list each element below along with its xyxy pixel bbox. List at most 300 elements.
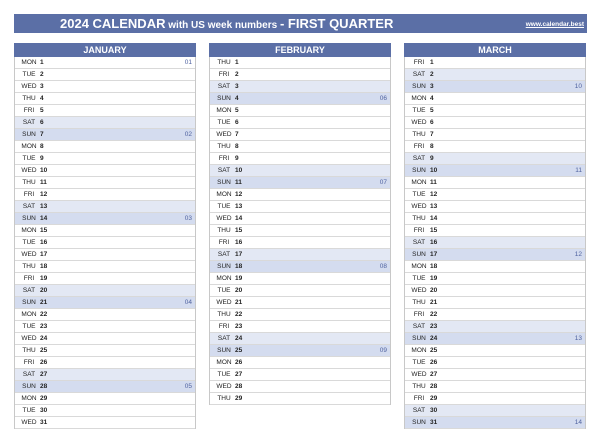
week-number: 11 xyxy=(575,167,582,174)
day-of-week: MON xyxy=(411,347,427,354)
day-number: 4 xyxy=(235,95,239,102)
day-row xyxy=(405,237,585,249)
day-row xyxy=(15,381,195,393)
day-row xyxy=(405,105,585,117)
day-of-week: THU xyxy=(412,215,426,222)
day-row xyxy=(405,369,585,381)
day-row xyxy=(210,57,390,69)
day-of-week: MON xyxy=(216,191,232,198)
week-number: 05 xyxy=(184,383,192,390)
day-of-week: MON xyxy=(411,95,427,102)
day-number: 11 xyxy=(430,179,437,186)
day-row xyxy=(15,201,195,213)
day-of-week: SAT xyxy=(412,407,426,414)
day-of-week: WED xyxy=(216,299,232,306)
day-of-week: FRI xyxy=(413,227,425,234)
day-of-week: SAT xyxy=(22,371,36,378)
day-number: 18 xyxy=(430,263,438,270)
day-list xyxy=(209,57,391,405)
day-number: 12 xyxy=(40,191,48,198)
day-of-week: FRI xyxy=(23,275,35,282)
month-february xyxy=(209,43,391,405)
day-row xyxy=(405,201,585,213)
day-number: 5 xyxy=(40,107,44,114)
day-row xyxy=(210,117,390,129)
day-of-week: FRI xyxy=(218,155,230,162)
day-of-week: THU xyxy=(22,95,36,102)
week-number: 06 xyxy=(379,95,387,102)
day-number: 15 xyxy=(235,227,243,234)
day-number: 29 xyxy=(430,395,438,402)
day-of-week: SUN xyxy=(217,95,231,102)
day-of-week: SAT xyxy=(22,287,36,294)
day-number: 28 xyxy=(235,383,243,390)
day-row xyxy=(15,213,195,225)
day-number: 18 xyxy=(235,263,243,270)
day-row xyxy=(405,117,585,129)
day-of-week: MON xyxy=(216,359,232,366)
day-number: 19 xyxy=(430,275,438,282)
day-row xyxy=(15,273,195,285)
day-row xyxy=(210,321,390,333)
day-row xyxy=(15,225,195,237)
day-row xyxy=(210,201,390,213)
day-number: 17 xyxy=(430,251,438,258)
day-of-week: THU xyxy=(22,263,36,270)
day-number: 24 xyxy=(40,335,48,342)
day-row xyxy=(15,369,195,381)
day-of-week: WED xyxy=(216,131,232,138)
day-row xyxy=(210,393,390,405)
day-of-week: SUN xyxy=(217,263,231,270)
day-of-week: TUE xyxy=(22,407,36,414)
day-row xyxy=(15,57,195,69)
day-row xyxy=(15,345,195,357)
day-of-week: SUN xyxy=(22,215,36,222)
day-number: 7 xyxy=(235,131,239,138)
day-of-week: TUE xyxy=(217,287,231,294)
day-number: 16 xyxy=(40,239,48,246)
day-of-week: MON xyxy=(21,59,37,66)
day-of-week: WED xyxy=(21,167,37,174)
day-row xyxy=(15,309,195,321)
day-of-week: TUE xyxy=(412,275,426,282)
day-number: 8 xyxy=(235,143,239,150)
day-row xyxy=(405,309,585,321)
day-of-week: MON xyxy=(21,395,37,402)
day-number: 30 xyxy=(40,407,48,414)
day-of-week: SUN xyxy=(22,131,36,138)
day-number: 26 xyxy=(430,359,438,366)
day-row xyxy=(210,129,390,141)
week-number: 13 xyxy=(574,335,582,342)
day-of-week: WED xyxy=(21,251,37,258)
day-row xyxy=(15,117,195,129)
day-of-week: MON xyxy=(21,227,37,234)
day-of-week: WED xyxy=(411,287,427,294)
day-number: 29 xyxy=(235,395,243,402)
day-number: 28 xyxy=(40,383,48,390)
day-row xyxy=(405,393,585,405)
title-year: 2024 CALENDAR xyxy=(60,16,166,31)
day-row xyxy=(210,285,390,297)
day-row xyxy=(405,93,585,105)
day-number: 21 xyxy=(430,299,438,306)
day-number: 22 xyxy=(235,311,243,318)
day-of-week: TUE xyxy=(217,203,231,210)
day-of-week: THU xyxy=(412,299,426,306)
day-of-week: THU xyxy=(217,227,231,234)
day-number: 27 xyxy=(235,371,243,378)
day-of-week: THU xyxy=(217,59,231,66)
day-row xyxy=(405,249,585,261)
day-number: 23 xyxy=(430,323,438,330)
day-of-week: THU xyxy=(217,395,231,402)
day-row xyxy=(15,93,195,105)
day-of-week: THU xyxy=(412,131,426,138)
day-number: 2 xyxy=(40,71,44,78)
week-number: 12 xyxy=(574,251,582,258)
day-row xyxy=(210,369,390,381)
day-row xyxy=(15,297,195,309)
day-row xyxy=(15,177,195,189)
day-number: 23 xyxy=(235,323,243,330)
day-row xyxy=(210,225,390,237)
day-number: 15 xyxy=(430,227,438,234)
day-row xyxy=(210,153,390,165)
day-number: 28 xyxy=(430,383,438,390)
day-row xyxy=(210,213,390,225)
day-of-week: SAT xyxy=(22,119,36,126)
day-of-week: TUE xyxy=(217,371,231,378)
day-of-week: SAT xyxy=(22,203,36,210)
day-number: 26 xyxy=(235,359,243,366)
day-row xyxy=(15,333,195,345)
day-of-week: FRI xyxy=(413,143,425,150)
day-number: 18 xyxy=(40,263,48,270)
day-list xyxy=(14,57,196,429)
day-of-week: MON xyxy=(21,143,37,150)
day-number: 16 xyxy=(430,239,438,246)
day-number: 20 xyxy=(430,287,438,294)
day-number: 2 xyxy=(430,71,434,78)
day-row xyxy=(15,285,195,297)
day-number: 31 xyxy=(430,419,438,426)
day-number: 5 xyxy=(235,107,239,114)
month-header: FEBRUARY xyxy=(209,43,391,57)
day-of-week: WED xyxy=(411,203,427,210)
day-number: 6 xyxy=(235,119,239,126)
day-number: 2 xyxy=(235,71,239,78)
day-number: 13 xyxy=(430,203,438,210)
week-number: 14 xyxy=(574,419,582,426)
day-of-week: SUN xyxy=(217,179,231,186)
day-row xyxy=(210,177,390,189)
day-row xyxy=(15,237,195,249)
day-number: 19 xyxy=(235,275,243,282)
day-row xyxy=(15,189,195,201)
day-number: 25 xyxy=(40,347,48,354)
day-of-week: WED xyxy=(411,119,427,126)
day-of-week: SAT xyxy=(412,323,426,330)
day-of-week: SAT xyxy=(217,83,231,90)
day-number: 19 xyxy=(40,275,48,282)
day-of-week: WED xyxy=(21,335,37,342)
day-row xyxy=(405,57,585,69)
day-of-week: WED xyxy=(21,83,37,90)
day-row xyxy=(405,261,585,273)
day-of-week: SUN xyxy=(217,347,231,354)
day-number: 11 xyxy=(40,179,47,186)
day-of-week: THU xyxy=(217,311,231,318)
day-row xyxy=(210,345,390,357)
day-number: 10 xyxy=(430,167,438,174)
day-of-week: SAT xyxy=(217,335,231,342)
day-number: 31 xyxy=(40,419,48,426)
day-of-week: SAT xyxy=(412,155,426,162)
day-row xyxy=(15,417,195,429)
day-of-week: THU xyxy=(22,347,36,354)
day-number: 7 xyxy=(430,131,434,138)
day-of-week: SUN xyxy=(22,299,36,306)
day-of-week: FRI xyxy=(218,323,230,330)
day-number: 12 xyxy=(430,191,438,198)
day-number: 15 xyxy=(40,227,48,234)
day-row xyxy=(405,69,585,81)
day-of-week: MON xyxy=(411,263,427,270)
day-row xyxy=(15,69,195,81)
day-number: 25 xyxy=(235,347,243,354)
title-subtitle: with US week numbers xyxy=(165,20,280,31)
day-number: 25 xyxy=(430,347,438,354)
month-header: JANUARY xyxy=(14,43,196,57)
day-number: 24 xyxy=(430,335,438,342)
day-of-week: THU xyxy=(412,383,426,390)
day-of-week: TUE xyxy=(412,359,426,366)
day-row xyxy=(210,249,390,261)
day-number: 13 xyxy=(235,203,243,210)
day-of-week: SAT xyxy=(412,71,426,78)
day-row xyxy=(405,81,585,93)
day-list xyxy=(404,57,586,429)
week-number: 03 xyxy=(184,215,192,222)
week-number: 09 xyxy=(379,347,387,354)
day-of-week: SAT xyxy=(412,239,426,246)
day-row xyxy=(405,285,585,297)
day-of-week: TUE xyxy=(22,323,36,330)
day-row xyxy=(210,237,390,249)
day-number: 17 xyxy=(235,251,243,258)
day-number: 26 xyxy=(40,359,48,366)
day-of-week: MON xyxy=(21,311,37,318)
day-of-week: MON xyxy=(411,179,427,186)
day-number: 12 xyxy=(235,191,243,198)
week-number: 04 xyxy=(184,299,192,306)
day-of-week: SUN xyxy=(412,251,426,258)
day-row xyxy=(210,165,390,177)
day-number: 4 xyxy=(40,95,44,102)
day-of-week: FRI xyxy=(413,395,425,402)
day-row xyxy=(405,417,585,429)
day-number: 21 xyxy=(40,299,48,306)
day-of-week: FRI xyxy=(23,359,35,366)
day-number: 11 xyxy=(235,179,242,186)
day-of-week: MON xyxy=(216,107,232,114)
day-of-week: TUE xyxy=(22,155,36,162)
day-row xyxy=(405,141,585,153)
day-of-week: MON xyxy=(216,275,232,282)
day-number: 6 xyxy=(430,119,434,126)
day-of-week: THU xyxy=(217,143,231,150)
day-number: 7 xyxy=(40,131,44,138)
day-of-week: TUE xyxy=(412,107,426,114)
day-row xyxy=(405,129,585,141)
day-row xyxy=(15,321,195,333)
month-march xyxy=(404,43,586,429)
day-number: 3 xyxy=(430,83,434,90)
day-row xyxy=(210,105,390,117)
day-of-week: FRI xyxy=(23,191,35,198)
day-row xyxy=(15,405,195,417)
week-number: 07 xyxy=(379,179,387,186)
day-number: 23 xyxy=(40,323,48,330)
day-of-week: SUN xyxy=(22,383,36,390)
day-number: 1 xyxy=(430,59,434,66)
day-row xyxy=(405,165,585,177)
day-of-week: TUE xyxy=(22,71,36,78)
day-row xyxy=(405,333,585,345)
day-of-week: SUN xyxy=(412,419,426,426)
day-row xyxy=(15,165,195,177)
day-number: 27 xyxy=(430,371,438,378)
day-of-week: WED xyxy=(411,371,427,378)
day-of-week: FRI xyxy=(413,59,425,66)
day-row xyxy=(210,333,390,345)
day-of-week: SUN xyxy=(412,167,426,174)
day-of-week: TUE xyxy=(217,119,231,126)
day-number: 24 xyxy=(235,335,243,342)
day-number: 10 xyxy=(235,167,243,174)
day-of-week: THU xyxy=(22,179,36,186)
day-row xyxy=(15,393,195,405)
day-of-week: SUN xyxy=(412,83,426,90)
day-row xyxy=(405,297,585,309)
day-number: 8 xyxy=(40,143,44,150)
day-row xyxy=(210,189,390,201)
page-title xyxy=(60,14,393,33)
title-quarter: - FIRST QUARTER xyxy=(279,16,394,31)
day-number: 14 xyxy=(430,215,438,222)
day-of-week: FRI xyxy=(413,311,425,318)
day-row xyxy=(15,81,195,93)
day-number: 27 xyxy=(40,371,48,378)
month-header: MARCH xyxy=(404,43,586,57)
week-number: 08 xyxy=(379,263,387,270)
day-number: 17 xyxy=(40,251,48,258)
day-row xyxy=(210,357,390,369)
day-of-week: WED xyxy=(216,215,232,222)
day-row xyxy=(405,381,585,393)
day-number: 14 xyxy=(235,215,243,222)
day-number: 9 xyxy=(40,155,44,162)
day-row xyxy=(210,93,390,105)
day-row xyxy=(405,189,585,201)
day-row xyxy=(210,261,390,273)
day-number: 1 xyxy=(235,59,239,66)
day-number: 9 xyxy=(430,155,434,162)
day-number: 21 xyxy=(235,299,243,306)
day-number: 22 xyxy=(430,311,438,318)
day-row xyxy=(405,225,585,237)
day-number: 4 xyxy=(430,95,434,102)
day-row xyxy=(15,153,195,165)
site-link[interactable]: www.calendar.best xyxy=(525,21,584,28)
day-of-week: FRI xyxy=(218,239,230,246)
day-number: 13 xyxy=(40,203,48,210)
day-row xyxy=(15,357,195,369)
day-of-week: FRI xyxy=(218,71,230,78)
day-row xyxy=(15,249,195,261)
day-of-week: SAT xyxy=(217,251,231,258)
day-number: 3 xyxy=(235,83,239,90)
day-number: 20 xyxy=(235,287,243,294)
day-number: 22 xyxy=(40,311,48,318)
day-of-week: WED xyxy=(216,383,232,390)
week-number: 01 xyxy=(184,59,192,66)
day-of-week: TUE xyxy=(22,239,36,246)
day-row xyxy=(210,81,390,93)
day-row xyxy=(210,297,390,309)
title-bar xyxy=(14,14,587,33)
week-number: 10 xyxy=(574,83,582,90)
day-row xyxy=(210,381,390,393)
day-row xyxy=(405,405,585,417)
day-number: 30 xyxy=(430,407,438,414)
day-row xyxy=(15,261,195,273)
day-row xyxy=(405,321,585,333)
day-number: 29 xyxy=(40,395,48,402)
day-row xyxy=(405,213,585,225)
day-row xyxy=(15,105,195,117)
day-row xyxy=(210,309,390,321)
day-number: 9 xyxy=(235,155,239,162)
day-number: 20 xyxy=(40,287,48,294)
day-of-week: SUN xyxy=(412,335,426,342)
day-row xyxy=(405,177,585,189)
day-of-week: FRI xyxy=(23,107,35,114)
week-number: 02 xyxy=(184,131,192,138)
day-number: 6 xyxy=(40,119,44,126)
day-of-week: WED xyxy=(21,419,37,426)
day-row xyxy=(210,69,390,81)
day-row xyxy=(405,273,585,285)
day-number: 8 xyxy=(430,143,434,150)
day-number: 3 xyxy=(40,83,44,90)
day-number: 14 xyxy=(40,215,48,222)
day-row xyxy=(405,153,585,165)
day-row xyxy=(405,345,585,357)
month-january xyxy=(14,43,196,429)
day-of-week: SAT xyxy=(217,167,231,174)
day-number: 16 xyxy=(235,239,243,246)
day-row xyxy=(405,357,585,369)
day-row xyxy=(210,141,390,153)
day-number: 10 xyxy=(40,167,48,174)
day-row xyxy=(15,129,195,141)
day-number: 5 xyxy=(430,107,434,114)
day-row xyxy=(210,273,390,285)
day-number: 1 xyxy=(40,59,44,66)
